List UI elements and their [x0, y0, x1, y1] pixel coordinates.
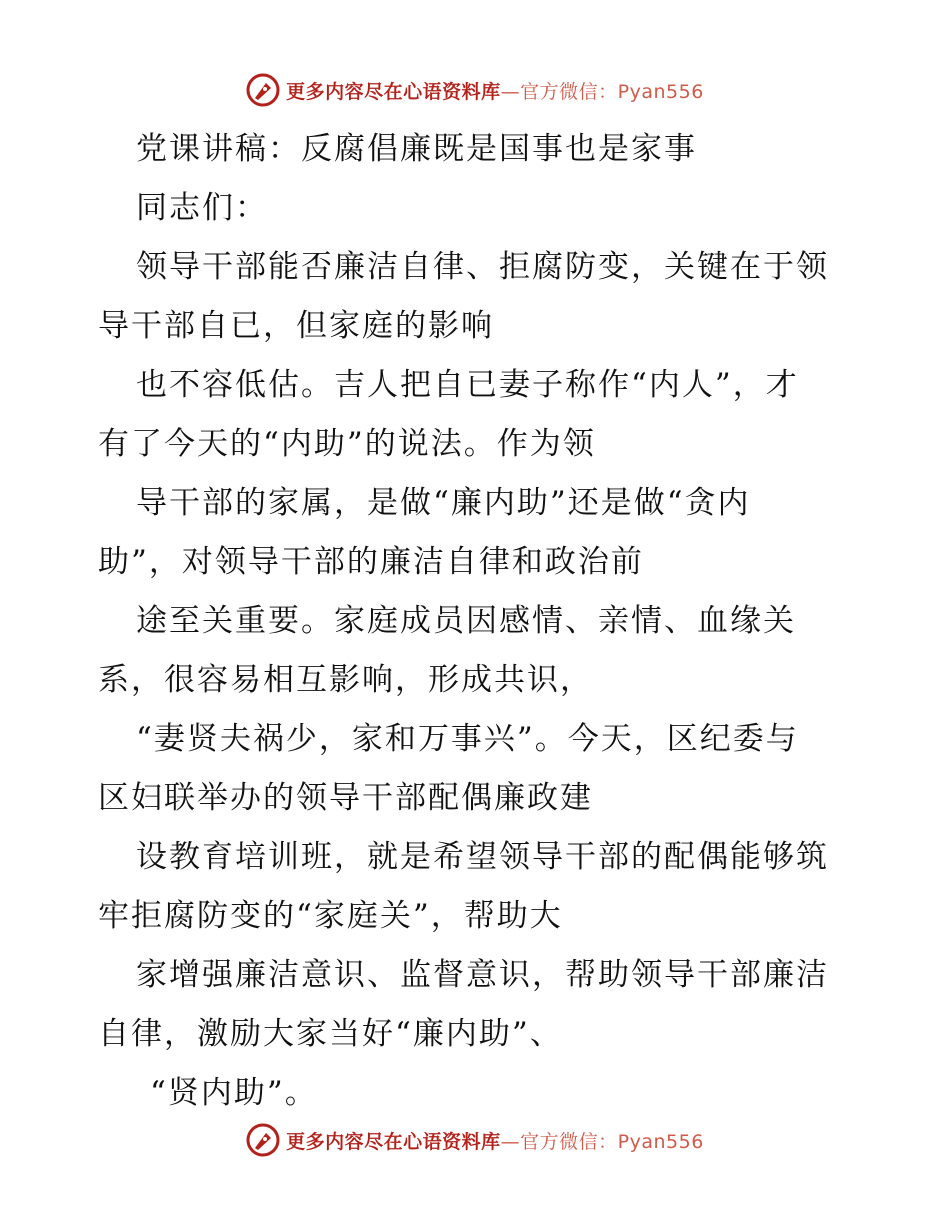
paragraph-line: 导干部自已，但家庭的影响: [98, 308, 494, 344]
document-title: 党课讲稿：反腐倡廉既是国事也是家事: [136, 131, 697, 167]
paragraph-line: 有了今天的“内助”的说法。作为领: [98, 426, 596, 462]
document-body: [98, 120, 858, 1123]
header-watermark: [0, 70, 950, 110]
paragraph-line: 途至关重要。家庭成员因感情、亲情、血缘关: [136, 603, 796, 639]
paragraph-line: 自律，激励大家当好“廉内助”、: [98, 1016, 563, 1052]
paragraph-line: 设教育培训班，就是希望领导干部的配偶能够筑: [136, 839, 829, 875]
paragraph-line: 牢拒腐防变的“家庭关”，帮助大: [98, 898, 563, 934]
paragraph-line: 系，很容易相互影响，形成共识，: [98, 662, 593, 698]
watermark-text: 更多内容尽在心语资料库—官方微信：Pyan556: [286, 1130, 704, 1153]
pen-nib-logo-icon: [246, 1123, 280, 1157]
paragraph-line: 区妇联举办的领导干部配偶廉政建: [98, 780, 593, 816]
paragraph-line: 也不容低估。吉人把自已妻子称作“内人”，才: [136, 367, 799, 403]
pen-nib-logo-icon: [246, 73, 280, 107]
paragraph-line: 领导干部能否廉洁自律、拒腐防变，关键在于领: [136, 249, 829, 285]
paragraph-line: “妻贤夫祸少，家和万事兴”。今天，区纪委与: [136, 721, 799, 757]
paragraph-line: 导干部的家属，是做“廉内助”还是做“贪内: [136, 485, 751, 521]
paragraph-line: “贤内助”。: [150, 1075, 318, 1111]
paragraph-line: 助”，对领导干部的廉洁自律和政治前: [98, 544, 644, 580]
footer-watermark: [0, 1120, 950, 1160]
watermark-text: 更多内容尽在心语资料库—官方微信：Pyan556: [286, 80, 704, 103]
paragraph-line: 家增强廉洁意识、监督意识，帮助领导干部廉洁: [136, 957, 829, 993]
salutation: 同志们：: [136, 190, 268, 226]
